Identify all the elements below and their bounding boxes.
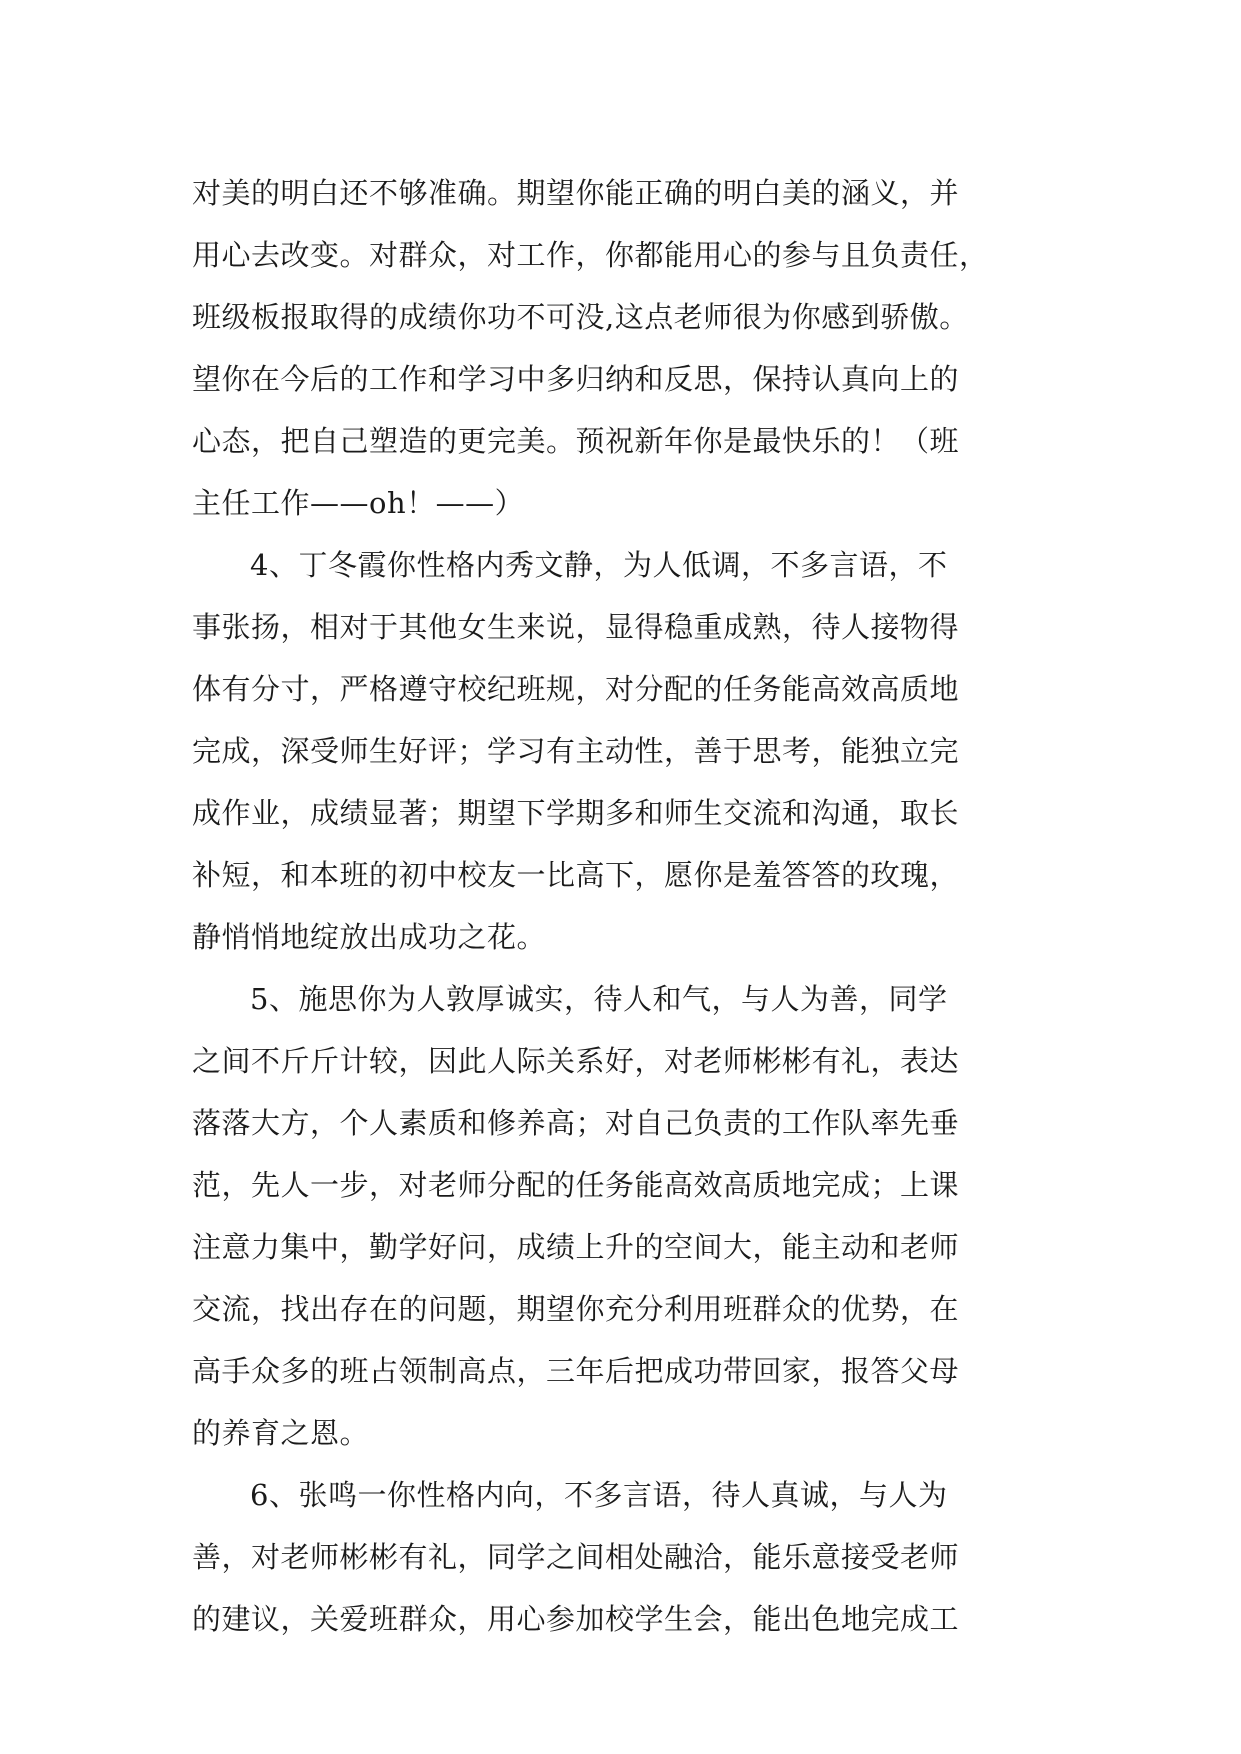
text-line: 用心去改变。对群众，对工作，你都能用心的参与且负责任， [192, 238, 989, 272]
text-line: 望你在今后的工作和学习中多归纳和反思，保持认真向上的 [192, 362, 960, 396]
body-text [192, 162, 1072, 1650]
paragraph-start-line: 5、施思你为人敦厚诚实，待人和气，与人为善，同学 [250, 982, 948, 1016]
text-line: 善，对老师彬彬有礼，同学之间相处融洽，能乐意接受老师 [192, 1540, 960, 1574]
paragraph-start-line: 4、丁冬霞你性格内秀文静，为人低调，不多言语，不 [250, 548, 948, 582]
text-line: 主任工作——oh！——） [192, 486, 525, 520]
text-line: 落落大方，个人素质和修养高；对自己负责的工作队率先垂 [192, 1106, 960, 1140]
text-line: 注意力集中，勤学好问，成绩上升的空间大，能主动和老师 [192, 1230, 960, 1264]
text-line: 对美的明白还不够准确。期望你能正确的明白美的涵义，并 [192, 176, 960, 210]
text-line: 班级板报取得的成绩你功不可没,这点老师很为你感到骄傲。 [192, 300, 969, 334]
text-line: 高手众多的班占领制高点，三年后把成功带回家，报答父母 [192, 1354, 960, 1388]
text-line: 完成，深受师生好评；学习有主动性，善于思考，能独立完 [192, 734, 960, 768]
paragraph-start-line: 6、张鸣一你性格内向，不多言语，待人真诚，与人为 [250, 1478, 948, 1512]
text-line: 的建议，关爱班群众，用心参加校学生会，能出色地完成工 [192, 1602, 960, 1636]
text-line: 的养育之恩。 [192, 1416, 370, 1450]
text-line: 之间不斤斤计较，因此人际关系好，对老师彬彬有礼，表达 [192, 1044, 960, 1078]
text-line: 成作业，成绩显著；期望下学期多和师生交流和沟通，取长 [192, 796, 960, 830]
text-line: 事张扬，相对于其他女生来说，显得稳重成熟，待人接物得 [192, 610, 960, 644]
text-line: 静悄悄地绽放出成功之花。 [192, 920, 547, 954]
text-line: 体有分寸，严格遵守校纪班规，对分配的任务能高效高质地 [192, 672, 960, 706]
text-line: 交流，找出存在的问题，期望你充分利用班群众的优势，在 [192, 1292, 960, 1326]
text-line: 范，先人一步，对老师分配的任务能高效高质地完成；上课 [192, 1168, 960, 1202]
text-line: 补短，和本班的初中校友一比高下，愿你是羞答答的玫瑰， [192, 858, 960, 892]
text-line: 心态，把自己塑造的更完美。预祝新年你是最快乐的！（班 [192, 424, 960, 458]
